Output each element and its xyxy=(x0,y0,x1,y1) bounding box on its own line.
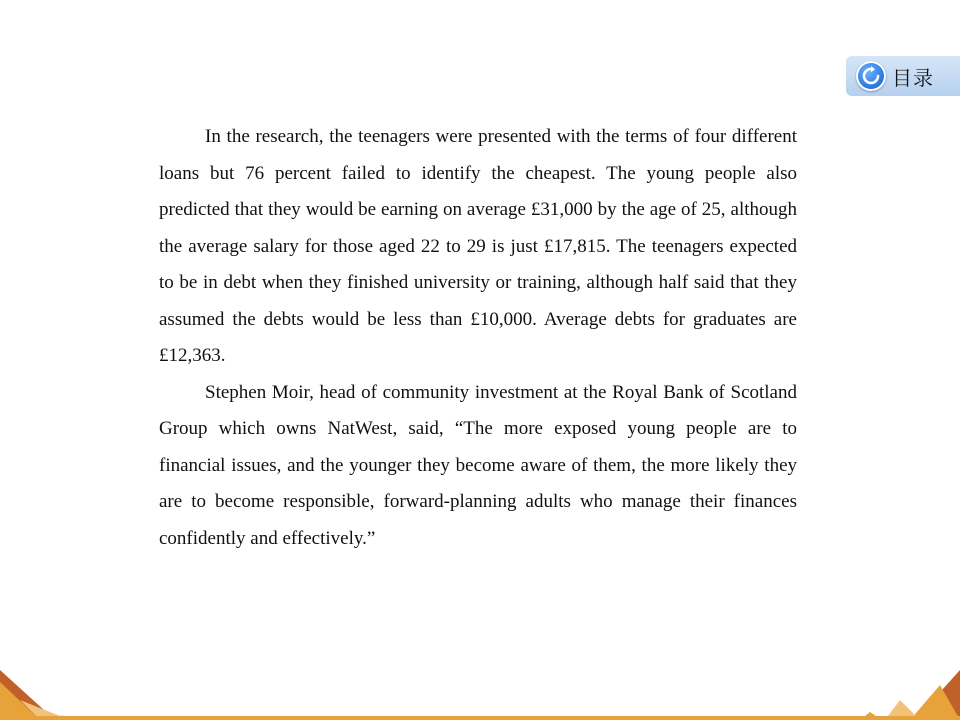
bottom-accent-line xyxy=(0,716,960,720)
refresh-arrow-icon xyxy=(856,61,886,91)
table-of-contents-button[interactable] xyxy=(846,56,960,96)
article-body xyxy=(159,119,797,557)
paragraph-research: In the research, the teenagers were presented with the terms of four different loans but 76 percent failed to identify the cheapest. The young people also predicted that they would be earning on average £31,000 by the age of 25, although the average salary for those aged 22 to 29 is just £17,815. The teenagers expected to be in debt when they finished university or training, although half said that they assumed the debts would be less than £10,000. Average debts for graduates are £12,363. xyxy=(159,126,797,366)
corner-decoration-left xyxy=(0,660,100,720)
corner-decoration-right xyxy=(860,670,960,720)
paragraph-quote: Stephen Moir, head of community investment at the Royal Bank of Scotland Group which owns NatWest, said, “The more exposed young people are to financial issues, and the younger they become aware of them, the more likely they are to become responsible, forward-planning adults who manage their finances confidently and effectively.” xyxy=(159,381,797,549)
toc-label: 目录 xyxy=(892,65,934,90)
